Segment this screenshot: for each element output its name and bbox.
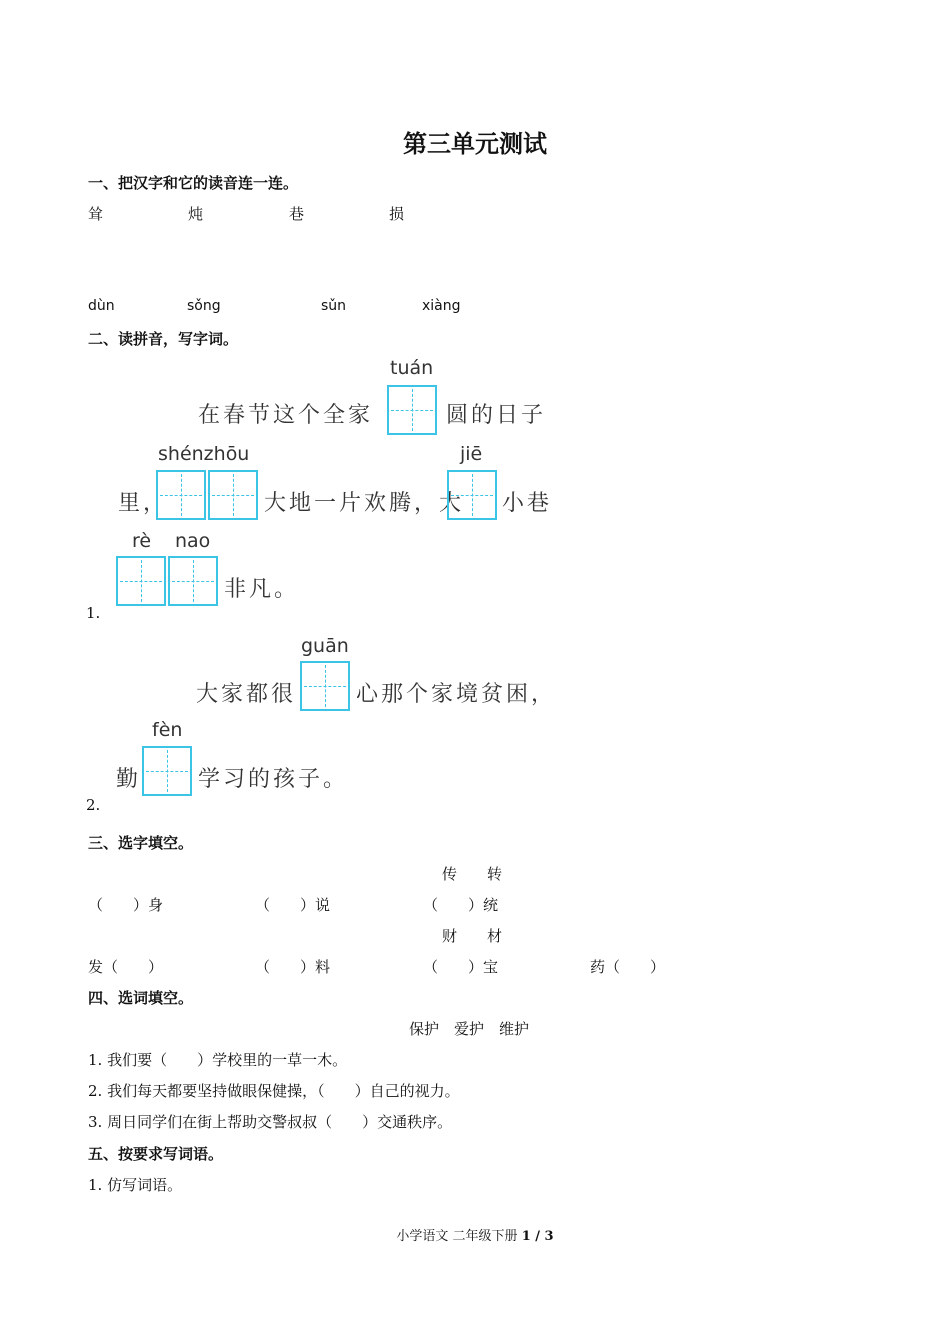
char-item: 巷 — [289, 205, 305, 223]
question-number: 2. — [86, 796, 101, 814]
writing-box[interactable] — [387, 385, 437, 435]
fill-item: （ ）料 — [255, 958, 331, 976]
sentence-text: 在春节这个全家 — [198, 403, 374, 428]
writing-box[interactable] — [168, 556, 218, 606]
sentence-text: 勤 — [116, 767, 142, 792]
char-item: 耸 — [88, 205, 104, 223]
pinyin-hint: guān — [301, 635, 349, 657]
writing-box[interactable] — [116, 556, 166, 606]
sentence-text: 小巷 — [502, 491, 553, 516]
sentence-text: 圆的日子 — [446, 403, 547, 428]
sentence-text: 大家都很 — [196, 682, 297, 707]
question-item: 3. 周日同学们在街上帮助交警叔叔（ ）交通秩序。 — [88, 1113, 453, 1131]
pinyin-hint: jiē — [460, 443, 483, 465]
section-1-heading: 一、把汉字和它的读音连一连。 — [88, 174, 299, 192]
sentence-text: 心那个家境贫困， — [356, 682, 557, 707]
question-item: 1. 仿写词语。 — [88, 1176, 183, 1194]
char-item: 损 — [389, 205, 405, 223]
char-choices: 财 材 — [442, 927, 503, 945]
fill-item: （ ）宝 — [423, 958, 499, 976]
section-5-heading: 五、按要求写词语。 — [88, 1145, 224, 1163]
pinyin-item: sǔn — [321, 298, 347, 314]
question-number: 1. — [86, 604, 101, 622]
fill-item: （ ）统 — [423, 896, 499, 914]
page-footer — [0, 1225, 950, 1244]
writing-box[interactable] — [447, 470, 497, 520]
pinyin-item: sǒng — [187, 298, 221, 314]
section-4-heading: 四、选词填空。 — [88, 989, 194, 1007]
word-choices: 保护 爱护 维护 — [409, 1020, 530, 1038]
pinyin-hint: nao — [175, 530, 211, 552]
section-3-heading: 三、选字填空。 — [88, 834, 194, 852]
pinyin-hint: rè — [132, 530, 152, 552]
page-title: 第三单元测试 — [403, 130, 547, 158]
section-2-heading: 二、读拼音，写字词。 — [88, 330, 239, 348]
writing-box[interactable] — [142, 746, 192, 796]
fill-item: 发（ ） — [88, 958, 164, 976]
pinyin-item: xiàng — [422, 298, 461, 314]
pinyin-hint: fèn — [152, 719, 183, 741]
question-item: 1. 我们要（ ）学校里的一草一木。 — [88, 1051, 348, 1069]
pinyin-hint: tuán — [390, 357, 434, 379]
question-item: 2. 我们每天都要坚持做眼保健操，（ ）自己的视力。 — [88, 1082, 460, 1100]
writing-box[interactable] — [300, 661, 350, 711]
char-choices: 传 转 — [442, 865, 503, 883]
pinyin-hint: shénzhōu — [158, 443, 250, 465]
fill-item: （ ）身 — [88, 896, 164, 914]
sentence-text: 非凡。 — [224, 577, 300, 602]
sentence-text: 学习的孩子。 — [198, 767, 349, 792]
fill-item: （ ）说 — [255, 896, 331, 914]
sentence-text: 里， — [118, 491, 169, 516]
footer-label: 小学语文 二年级下册 — [396, 1229, 518, 1244]
pinyin-item: dùn — [88, 298, 115, 314]
page-number: 1 / 3 — [521, 1229, 554, 1244]
writing-box[interactable] — [156, 470, 206, 520]
sentence-text: 大地一片欢腾，大 — [264, 491, 465, 516]
fill-item: 药（ ） — [590, 958, 666, 976]
char-item: 炖 — [188, 205, 204, 223]
writing-box[interactable] — [208, 470, 258, 520]
